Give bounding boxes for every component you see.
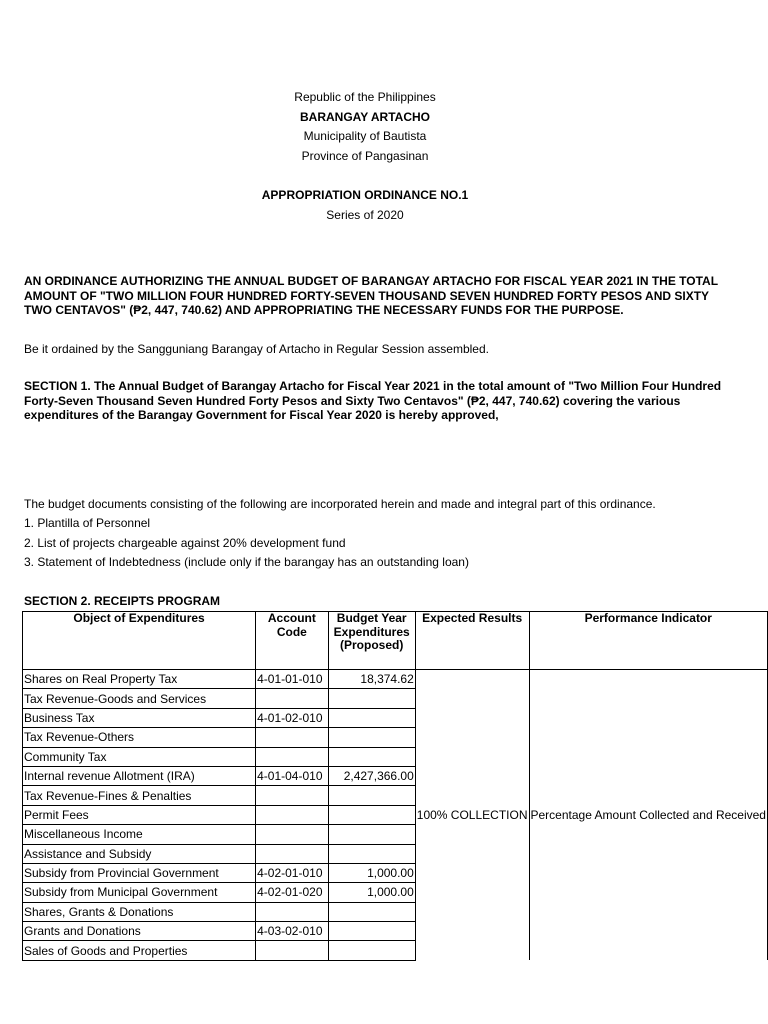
section-2-title: SECTION 2. RECEIPTS PROGRAM [24,594,221,608]
account-code-cell [256,805,329,824]
ordinance-series: Series of 2020 [326,207,404,222]
amount-cell [328,825,415,844]
amount-cell [328,728,415,747]
table-row [23,670,768,689]
expected-result-cell: 100% COLLECTION [415,670,529,961]
document-item: 3. Statement of Indebtedness (include only if the barangay has an outstanding loan) [24,555,469,569]
header-budget: Budget Year Expenditures (Proposed) [328,612,415,670]
object-cell: Shares, Grants & Donations [23,902,256,921]
amount-cell: 2,427,366.00 [328,766,415,785]
object-cell: Business Tax [23,708,256,727]
amount-cell: 1,000.00 [328,863,415,882]
object-cell: Tax Revenue-Goods and Services [23,689,256,708]
document-header [0,88,730,166]
account-code-cell: 4-02-01-020 [256,883,329,902]
amount-cell [328,902,415,921]
performance-indicator-cell: Percentage Amount Collected and Received [529,670,768,961]
receipts-program-table [22,611,768,961]
account-code-cell [256,728,329,747]
ordinance-heading [0,186,730,225]
municipality-line: Municipality of Bautista [303,129,427,143]
barangay-name: BARANGAY ARTACHO [299,109,430,124]
header-object: Object of Expenditures [23,612,256,670]
section-1-paragraph: SECTION 1. The Annual Budget of Barangay Artacho for Fiscal Year 2021 in the total amount of "Two Million Four Hundred Forty-Seven Thousand Seven Hundred Forty Pesos and Sixty Two Centavos" (₱2, 447, 740.62) covering the various expenditures of the Barangay Government for Fiscal Year 2020 is hereby approved, [24,379,722,422]
account-code-cell [256,844,329,863]
object-cell: Subsidy from Municipal Government [23,883,256,902]
amount-cell: 18,374.62 [328,670,415,689]
receipts-table-body [23,670,768,961]
amount-cell [328,922,415,941]
ordained-clause: Be it ordained by the Sangguniang Barangay of Artacho in Regular Session assembled. [24,342,489,356]
amount-cell [328,805,415,824]
object-cell: Permit Fees [23,805,256,824]
account-code-cell [256,825,329,844]
object-cell: Community Tax [23,747,256,766]
account-code-cell [256,902,329,921]
header-performance-indicator: Performance Indicator [529,612,768,670]
amount-cell [328,941,415,960]
amount-cell [328,689,415,708]
object-cell: Tax Revenue-Others [23,728,256,747]
budget-documents-intro: The budget documents consisting of the following are incorporated herein and made and integral part of this ordinance. [24,497,656,511]
object-cell: Grants and Donations [23,922,256,941]
document-item: 2. List of projects chargeable against 20% development fund [24,536,346,550]
ordinance-title: APPROPRIATION ORDINANCE NO.1 [261,188,469,202]
account-code-cell [256,689,329,708]
account-code-cell: 4-03-02-010 [256,922,329,941]
amount-cell [328,708,415,727]
object-cell: Miscellaneous Income [23,825,256,844]
object-cell: Tax Revenue-Fines & Penalties [23,786,256,805]
account-code-cell: 4-01-01-010 [256,670,329,689]
account-code-cell [256,941,329,960]
document-item: 1. Plantilla of Personnel [24,516,151,530]
country-line: Republic of the Philippines [294,90,436,104]
amount-cell [328,747,415,766]
amount-cell [328,786,415,805]
header-expected-results: Expected Results [415,612,529,670]
object-cell: Assistance and Subsidy [23,844,256,863]
object-cell: Subsidy from Provincial Government [23,863,256,882]
account-code-cell: 4-01-04-010 [256,766,329,785]
account-code-cell: 4-02-01-010 [256,863,329,882]
ordinance-title-paragraph: AN ORDINANCE AUTHORIZING THE ANNUAL BUDGET OF BARANGAY ARTACHO FOR FISCAL YEAR 2021 IN THE TOTAL AMOUNT OF "TWO MILLION FOUR HUNDRED FORTY-SEVEN THOUSAND SEVEN HUNDRED FORTY PESOS AND SIXTY TWO CENTAVOS" (₱2, 447, 740.62) AND APPROPRIATING THE NECESSARY FUNDS FOR THE PURPOSE. [24,274,718,317]
header-account-code: Account Code [256,612,329,670]
account-code-cell: 4-01-02-010 [256,708,329,727]
object-cell: Shares on Real Property Tax [23,670,256,689]
object-cell: Internal revenue Allotment (IRA) [23,766,256,785]
province-line: Province of Pangasinan [301,148,429,163]
amount-cell: 1,000.00 [328,883,415,902]
amount-cell [328,844,415,863]
account-code-cell [256,747,329,766]
object-cell: Sales of Goods and Properties [23,941,256,960]
account-code-cell [256,786,329,805]
